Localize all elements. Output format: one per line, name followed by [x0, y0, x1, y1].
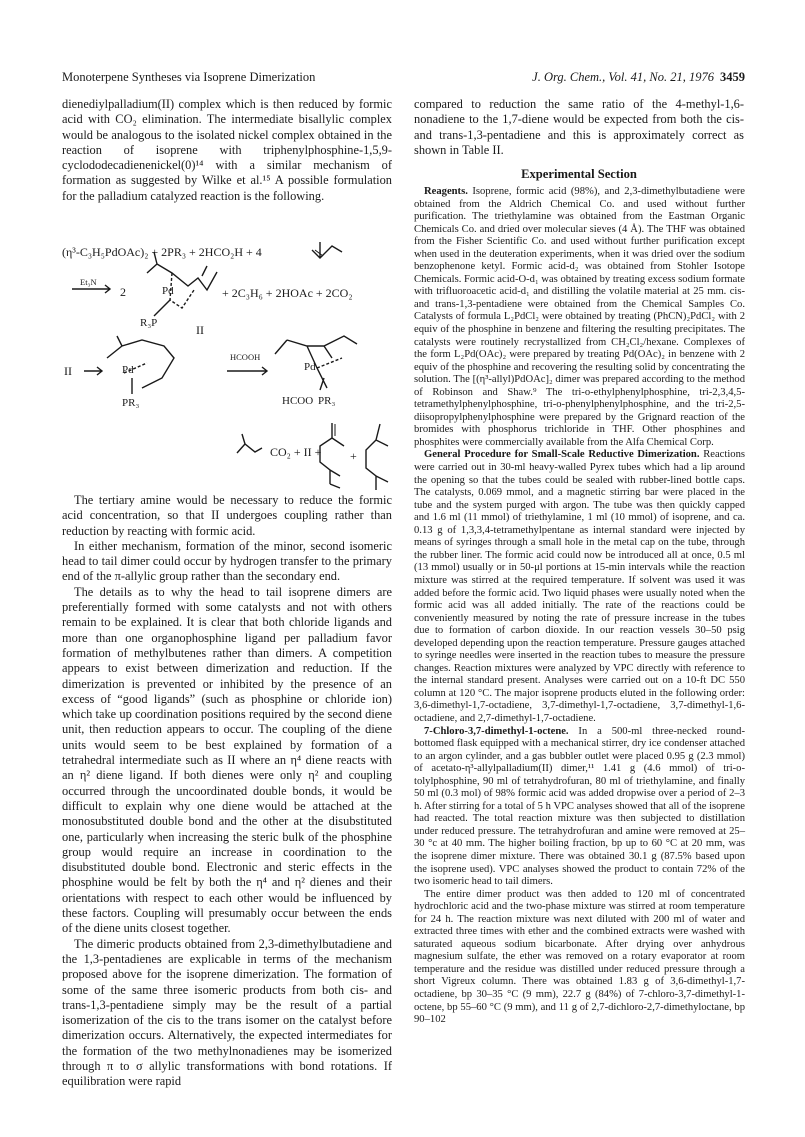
paragraph: The details as to why the head to tail isoprene dimers are preferentially formed with some catalysts and not with others remain to be explained. It is clear that both chloride ligands and more than one organophosphine ligand per palladium favor formation of methylbutenes rather than dimers. A competition appears to exist between dimerization and reduction. If the dimerization is prevented or inhibited by the presence of an excess of “good ligands” (such as phosphine or chloride ion) which take up coordination positions required by the second diene unit, then reduction appears to occur. The coupling of the diene units would seem to be best explained by formation of a tetrahedral intermediate such as II where an η⁴ diene reacts with an η² diene ligand. If both dienes were only η² and coupling occurred through the uncoordinated double bonds, it would be difficult to explain why one diene would be attached at the monosubstituted double bond and the other at the disubstituted one, particularly when increasing the steric bulk of the phosphine group would require an increase in coordination to the disubstituted double bond. Electronic and steric effects in the phosphine would be felt by both the η⁴ and η² dienes and their orientations with respect to each other would be influenced by these factors. Coupling will presumably occur between the ends of the diene units closest together. — [62, 584, 392, 936]
compound-ref-ii: II — [64, 364, 72, 378]
scheme-drawing — [62, 228, 397, 490]
pd-label: Pd — [122, 364, 134, 376]
paragraph-chloro-octene — [414, 726, 745, 889]
pr3-label: PR₃ — [318, 395, 336, 407]
scheme-plus: + — [350, 449, 357, 463]
paragraph: The dimeric products obtained from 2,3-dimethylbutadiene and the 1,3-pentadienes are explicable in terms of the mechanism proposed above for the isoprene dimerization. The formation of some of the same three isomeric products from both cis- and trans-1,3-pentadiene simply may be the result of a partial isomerization of the cis to the trans isomer on the catalyst before dimerization occurs. Alternatively, the expected intermediates for the formation of the two methylnonadienes may be isomerized through π to σ allylic transformations with bond rotations. If equilibration were rapid — [62, 936, 392, 1089]
formate-complex — [275, 336, 357, 388]
running-title: Monoterpene Syntheses via Isoprene Dimerization — [62, 70, 316, 84]
scheme-products: + 2C₃H₆ + 2HOAc + 2CO₂ — [222, 286, 353, 300]
pd-label: Pd — [304, 361, 316, 373]
runin-heading: Reagents. — [424, 186, 468, 197]
journal-name: J. Org. Chem., Vol. 41, No. 21, 1976 — [532, 70, 714, 84]
paragraph: In either mechanism, formation of the minor, second isomeric head to tail dimer could occur by hydrogen transfer to the primary end of the π-allylic group rather than the secondary end. — [62, 538, 392, 584]
dimer-structure — [320, 423, 344, 488]
paragraph-general-procedure — [414, 449, 745, 725]
hcoo-label: HCOO — [282, 395, 314, 407]
r3p-label: R₃P — [140, 317, 158, 329]
scheme-coefficient: 2 — [120, 285, 126, 299]
scheme-reactants: (η³-C₃H₅PdOAc)₂ + 2PR₃ + 2HCO₂H + 4 — [62, 245, 262, 259]
cyclic-complex — [107, 336, 174, 388]
paragraph-reagents — [414, 186, 745, 449]
scheme-reagent-et3n: Et₃N — [80, 277, 97, 287]
pd-label: Pd — [162, 285, 174, 297]
running-header — [62, 70, 745, 86]
paragraph-text: The entire dimer product was then added to 120 ml of concentrated hydrochloric acid and the two-phase mixture was stirred at room temperature for 24 h. The reaction mixture was next diluted with 200 ml of water and extracted three times with ether and the combined extracts were washed with saturated aqueous sodium bicarbonate. After drying over anhydrous magnesium sulfate, the ether was removed on a rotary evaporator at room temperature and the residue was distilled under reduced pressure through a short Vigreux column. There was obtained 1.83 g of 3,6-dimethyl-1,7-octadiene, bp 30–35 °C (9 mm), 22.7 g (84%) of 7-chloro-3,7-dimethyl-1-octene, bp 55–60 °C (9 mm), and 11 g of 2,7-dichloro-2,7-dimethyloctane, bp 90–102 — [414, 888, 745, 1026]
isoprene-structure — [312, 242, 342, 258]
left-column-bottom — [62, 493, 392, 1090]
section-heading: Experimental Section — [521, 167, 637, 181]
isoprene-structure — [237, 434, 262, 453]
phosphine-bond — [154, 300, 170, 316]
runin-heading: General Procedure for Small-Scale Reductive Dimerization. — [424, 449, 700, 461]
page-number: 3459 — [720, 70, 745, 84]
right-column-top — [414, 97, 744, 158]
runin-heading: 7-Chloro-3,7-dimethyl-1-octene. — [424, 725, 569, 737]
scheme-reagent-hcooh: HCOOH — [230, 352, 261, 362]
paragraph: The tertiary amine would be necessary to reduce the formic acid concentration, so that II undergoes coupling rather than reduction by reacting with formic acid. — [62, 493, 392, 538]
paragraph-text: Isoprene, formic acid (98%), and 2,3-dimethylbutadiene were obtained from the Aldrich Chemical Co. and used without further purification. The triethylamine was obtained from the Eastman Organic Chemicals Co. and dried over molecular sieves (4 Å). The THF was obtained from the Fisher Scientific Co. and used without further purification except when used in the deuteration experiments, when it was dried over the sodium benzophenone ketyl. Formic acid-d₂ was obtained from Stohler Isotope Chemicals. Formic acid-O-d₁ was obtained by treating excess sodium formate with trifluoroacetic acid-d₁ and distilling the volatile material at 25 mm. cis- and trans-1,3-pentadiene were obtained from the Chemical Samples Co. Catalysts of formula L₂PdCl₂ were obtained by treating (PhCN)₂PdCl₂ with 2 equiv of the phosphine in benzene and filtering the resulting precipitates. The catalysts were routinely recrystallized from CH₂Cl₂/hexane. Complexes of the form L₂Pd(OAc)₂ were prepared by treating Pd(OAc)₂ in benzene with 2 equiv of the phosphine and recovering the resulting solid by concentrating the solution. The [(η³-allyl)PdOAc]₂ dimer was prepared according to the method of Robinson and Shaw.⁹ The tri-o-ethylphenylphosphine, tri-2,3,4,5-tetramethylphenylphosphine, tri-o-phenylphenylphosphine, and the tri-2,5-diisopropylphenylphosphine were prepared by the Grignard reaction of the bromides with phosphorus trichloride in THF. Other phosphines and phosphites were commercially available from the Alfa Chemical Corp. — [414, 186, 745, 448]
paragraph-text: Reactions were carried out in 30-ml heavy-walled Pyrex tubes which had a lip around the opening so that the tubes could be sealed with rubber-lined bottle caps. The catalysts, 0.069 mmol, and a magnetic stirring bar were placed in the tube and the system purged with argon. The tube was then quickly capped and 1.6 ml (11 mmol) of triethylamine, 1 ml (10 mmol) of isoprene, and ca. 0.13 g of 1,3,3,4-tetramethylpentane as internal standard were injected by means of syringes through a small hole in the metal cap on the tube, through the rubber liner. The formic acid could now be introduced all at once, 0.5 ml (13 mmol) usually or in 50-μl portions at 15-min intervals while the reaction mixture was stirred at the required temperature. If solvent was used it was added before the formic acid. Two liquid phases were usually noted when the formic acid was all added initially. The rate of the reactions could be conveniently measured by noting the rate of pressure increase in the tubes due to formation of carbon dioxide. In our reaction vessels 30–50 psig developed depending upon the reaction temperature. Pressure gauges attached to syringe needles were inserted in the reaction tubes to measure the pressure changes. Reaction mixtures were analyzed by VPC directly with reference to the internal standard present. Analyses were carried out on a 10-ft DC 550 column at 120 °C. The major isoprene products eluted in the following order: 3,6-dimethyl-1,7-octadiene, 3,7-dimethyl-1,7-octadiene, 3,7-dimethyl-1,6-octadiene, and 2,7-dimethyl-1,7-octadiene. — [414, 449, 745, 724]
paragraph-dimer-product — [414, 889, 745, 1027]
paragraph-text: In a 500-ml three-necked round-bottomed flask equipped with a mechanical stirrer, dry ice condenser attached to an argon cylinder, and a gas bubbler outlet were placed 0.95 g (2.3 mmol) of acetato-η³-allylpalladium(II) dimer,¹¹ 1.41 g (4.6 mmol) of tri-o-tolylphosphine, 90 ml of tetrahydrofuran, 80 ml of triethylamine, and finally 50 ml (0.3 mol) of 98% formic acid was added dropwise over a period of 2–3 h. After stirring for a total of 5 h VPC analyses showed that all of the isoprene had reacted. The total reaction mixture was then subjected to distillation under reduced pressure. The tetrahydrofuran and amine were removed at 25–30 °c at 40 mm. The higher boiling fraction, bp up to 60 °C at 20 mm, was the isoprene dimer mixture. There was obtained 30.1 g (87.5% based upon the isoprene used). VPC analyses showed the product to contain 72% of the two isomeric head to tail dimers. — [414, 725, 745, 888]
paragraph: compared to reduction the same ratio of the 4-methyl-1,6-nonadiene to the 1,7-diene would be expected from both the cis- and trans-1,3-pentadiene and this is approximately correct as shown in Table II. — [414, 97, 744, 157]
reaction-arrow — [227, 367, 267, 375]
paragraph: dienediylpalladium(II) complex which is then reduced by formic acid with CO₂ elimination. The intermediate bisallylic complex would be analogous to the isolated nickel complex obtained in the reaction of isoprene with triphenylphosphine-1,5,9-cyclododecadienenickel(0)¹⁴ with a similar mechanism of formation as suggested by Wilke et al.¹⁵ A possible formulation for the palladium catalyzed reaction is the following. — [62, 97, 392, 203]
dimer-structure — [366, 424, 388, 490]
reaction-scheme — [62, 228, 397, 490]
journal-citation — [532, 70, 745, 85]
scheme-final-products: CO₂ + II + — [270, 445, 322, 459]
compound-label-ii: II — [196, 323, 204, 337]
left-column-top — [62, 97, 392, 204]
reaction-arrow — [84, 367, 102, 375]
pr3-label: PR₃ — [122, 397, 140, 409]
experimental-text — [414, 186, 745, 1027]
